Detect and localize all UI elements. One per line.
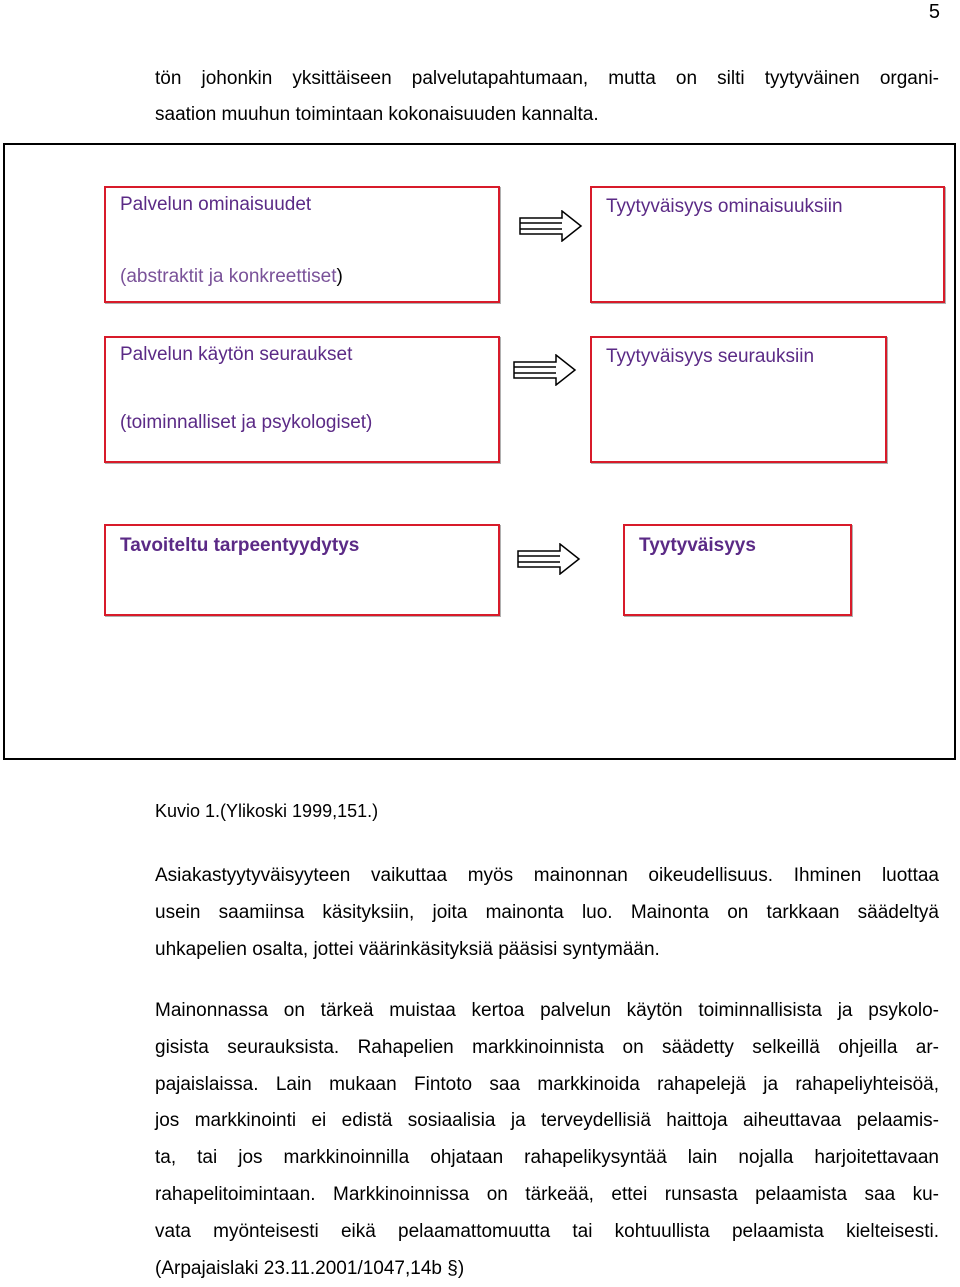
paragraph-line: jos markkinointi ei edistä sosiaalisia ja terveydellisiä haittoja aiheuttavaa pelaamis- xyxy=(155,1110,939,1132)
box-usage-consequences-subtitle: (toiminnalliset ja psykologiset) xyxy=(120,412,373,433)
paragraph-line: (Arpajaislaki 23.11.2001/1047,14b §) xyxy=(155,1257,465,1279)
box-service-features-subtitle-close: ) xyxy=(336,266,343,287)
box-satisfaction-features-title: Tyytyväisyys ominaisuuksiin xyxy=(606,196,843,217)
paragraph-line: rahapelitoimintaan. Markkinoinnissa on tärkeää, ettei runsasta pelaamista saa ku- xyxy=(155,1183,939,1205)
figure-caption: Kuvio 1.(Ylikoski 1999,151.) xyxy=(155,801,379,821)
paragraph-line: gisista seurauksista. Rahapelien markkinoinnista on säädetty selkeillä ohjeilla ar- xyxy=(155,1036,939,1058)
box-satisfaction-features xyxy=(590,186,945,303)
box-satisfaction xyxy=(623,524,852,616)
box-satisfaction-consequences-title: Tyytyväisyys seurauksiin xyxy=(606,346,815,367)
arrow-right-icon xyxy=(516,543,582,575)
box-service-features-subtitle xyxy=(120,266,343,288)
intro-paragraph xyxy=(155,61,939,133)
paragraph-line: Mainonnassa on tärkeä muistaa kertoa palvelun käytön toiminnallisista ja psykolo- xyxy=(155,1000,939,1021)
figure-frame xyxy=(3,143,956,760)
box-service-features xyxy=(104,186,500,303)
paragraph-line: Asiakastyytyväisyyteen vaikuttaa myös mainonnan oikeudellisuus. Ihminen luottaa xyxy=(155,865,939,886)
box-target-need xyxy=(104,524,500,616)
paragraph-line: uhkapelien osalta, jottei väärinkäsityksiä pääsisi syntymään. xyxy=(155,939,660,960)
box-usage-consequences-title: Palvelun käytön seuraukset xyxy=(120,344,353,365)
box-satisfaction-title: Tyytyväisyys xyxy=(639,535,756,556)
box-service-features-subtitle-main: (abstraktit ja konkreettiset xyxy=(120,266,337,287)
paragraph-line: vata myönteisesti eikä pelaamattomuutta tai kohtuullista pelaamista kielteisesti. xyxy=(155,1220,939,1242)
arrow-right-icon xyxy=(512,354,578,386)
intro-line-1: tön johonkin yksittäiseen palvelutapahtumaan, mutta on silti tyytyväinen organi- xyxy=(155,68,939,89)
intro-line-2: saation muuhun toimintaan kokonaisuuden kannalta. xyxy=(155,104,599,125)
paragraph-advertising xyxy=(155,857,939,968)
box-target-need-title: Tavoiteltu tarpeentyydytys xyxy=(120,535,360,556)
paragraph-line: ta, tai jos markkinoinnilla ohjataan rahapelikysyntää lain nojalla harjoitettavaan xyxy=(155,1147,939,1169)
box-usage-consequences xyxy=(104,336,500,463)
arrow-right-icon xyxy=(518,210,584,242)
box-satisfaction-consequences xyxy=(590,336,887,463)
page-number: 5 xyxy=(928,1,940,23)
box-service-features-title: Palvelun ominaisuudet xyxy=(120,194,312,215)
paragraph-regulation xyxy=(155,993,939,1287)
paragraph-line: pajaislaissa. Lain mukaan Fintoto saa markkinoida rahapelejä ja rahapeliyhteisöä, xyxy=(155,1073,939,1095)
paragraph-line: usein saamiinsa käsityksiin, joita mainonta luo. Mainonta on tarkkaan säädeltyä xyxy=(155,902,939,923)
